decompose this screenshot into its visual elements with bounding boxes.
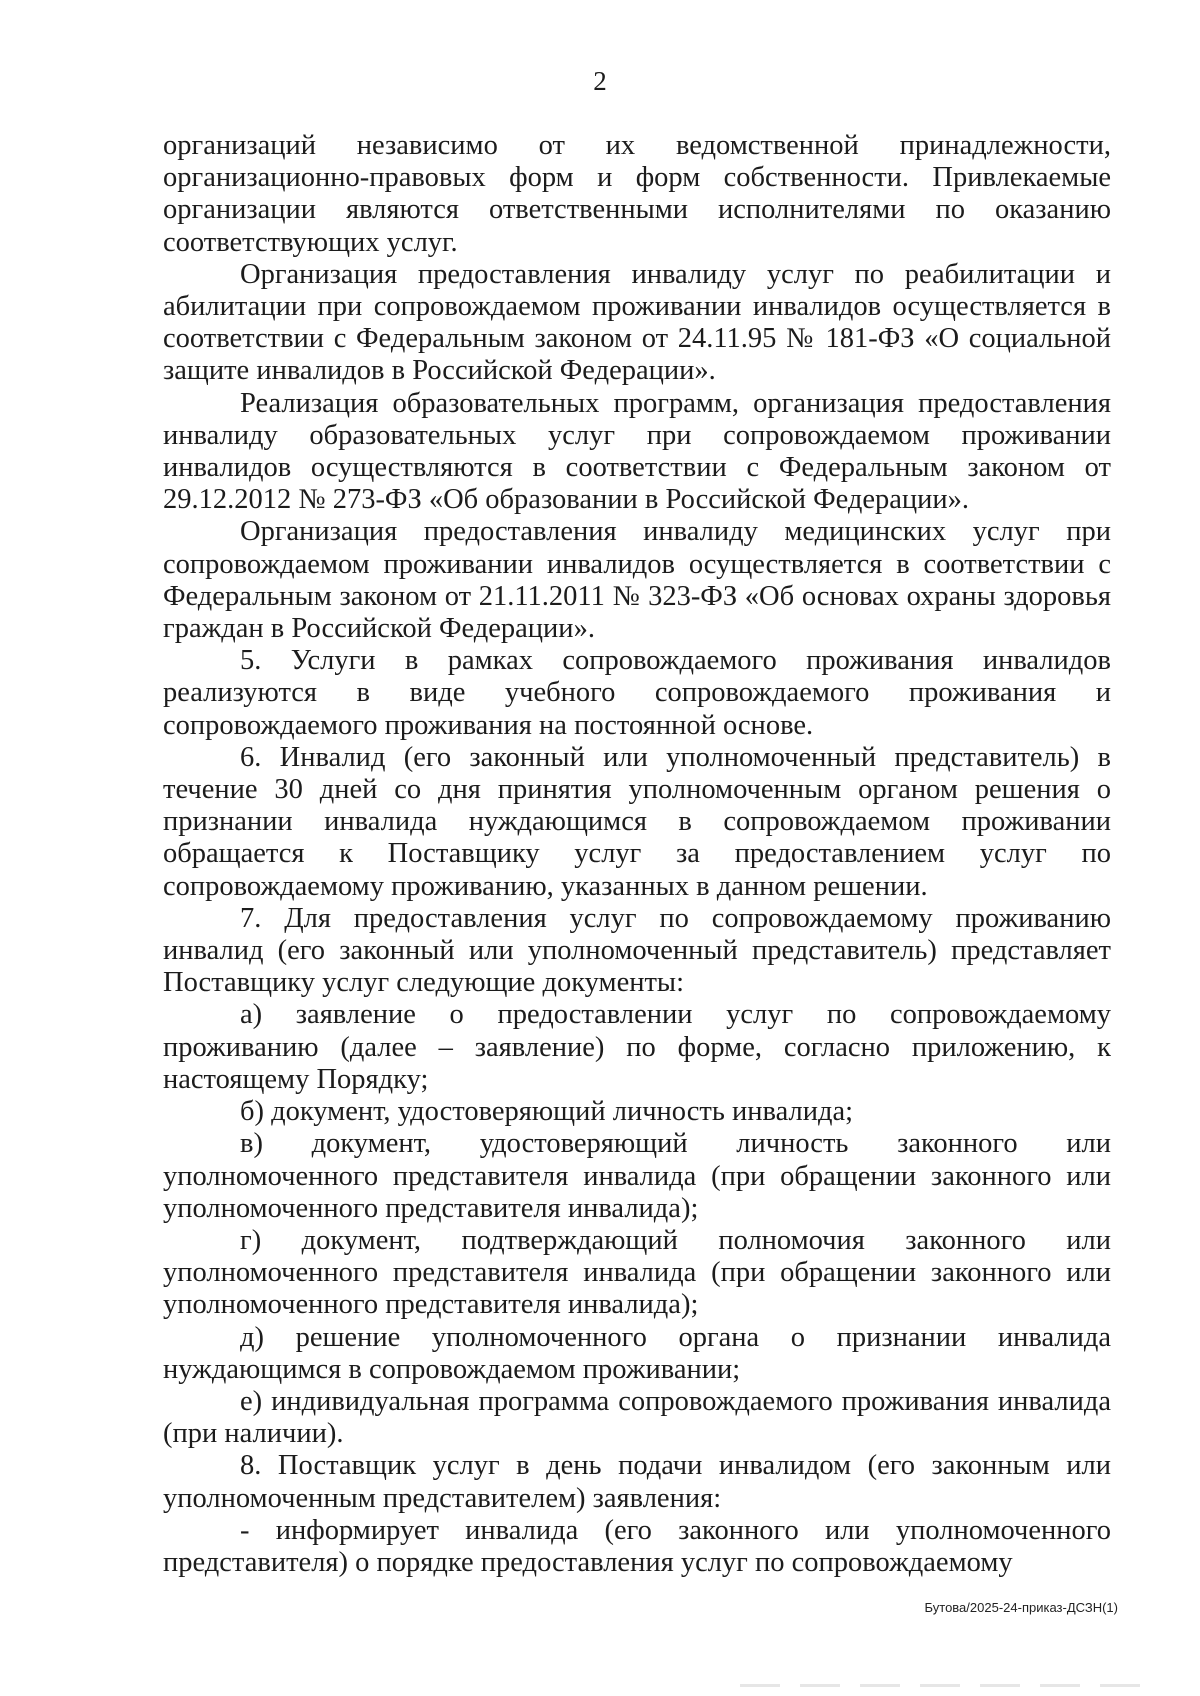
document-footer-stamp: Бутова/2025-24-приказ-ДСЗН(1) bbox=[924, 1600, 1118, 1615]
scan-artifact bbox=[740, 1684, 1160, 1687]
clause-7-item-g: г) документ, подтверждающий полномочия законного или уполномоченного представителя инвалида (при обращении законного или уполномоченного представителя инвалида); bbox=[163, 1224, 1111, 1321]
clause-7-item-b: б) документ, удостоверяющий личность инвалида; bbox=[240, 1096, 854, 1128]
paragraph-education: Реализация образовательных программ, организация предоставления инвалиду образовательных услуг при сопровождаемом проживании инвалидов осуществляются в соответствии с Федеральным законом от 29.12.2012 № 273-ФЗ «Об образовании в Российской Федерации». bbox=[163, 387, 1111, 516]
clause-8: 8. Поставщик услуг в день подачи инвалидом (его законным или уполномоченным представителем) заявления: bbox=[163, 1450, 1111, 1514]
page-number: 2 bbox=[593, 66, 607, 96]
clause-5: 5. Услуги в рамках сопровождаемого проживания инвалидов реализуются в виде учебного сопровождаемого проживания и сопровождаемого проживания на постоянной основе. bbox=[163, 645, 1111, 741]
paragraph-continuation: организаций независимо от их ведомственной принадлежности, организационно-правовых форм и форм собственности. Привлекаемые организации являются ответственными исполнителями по оказанию соответствующих услуг. bbox=[163, 130, 1111, 258]
clause-7-item-a: а) заявление о предоставлении услуг по сопровождаемому проживанию (далее – заявление) по форме, согласно приложению, к настоящему Порядку; bbox=[163, 999, 1111, 1095]
clause-7-item-v: в) документ, удостоверяющий личность законного или уполномоченного представителя инвалида (при обращении законного или уполномоченного представителя инвалида); bbox=[163, 1128, 1111, 1224]
paragraph-medical: Организация предоставления инвалиду медицинских услуг при сопровождаемом проживании инвалидов осуществляется в соответствии с Федеральным законом от 21.11.2011 № 323-ФЗ «Об основах охраны здоровья граждан в Российской Федерации». bbox=[163, 516, 1111, 645]
clause-7-item-e: е) индивидуальная программа сопровождаемого проживания инвалида (при наличии). bbox=[163, 1385, 1111, 1450]
clause-7-item-d: д) решение уполномоченного органа о признании инвалида нуждающимся в сопровождаемом проживании; bbox=[163, 1321, 1111, 1385]
clause-8-bullet: - информирует инвалида (его законного или уполномоченного представителя) о порядке предоставления услуг по сопровождаемому bbox=[163, 1514, 1111, 1578]
clause-6: 6. Инвалид (его законный или уполномоченный представитель) в течение 30 дней со дня принятия уполномоченным органом решения о признании инвалида нуждающимся в сопровождаемом проживании обращается к Поставщику услуг за предоставлением услуг по сопровождаемому проживанию, указанных в данном решении. bbox=[163, 741, 1111, 902]
document-body bbox=[163, 130, 1111, 1579]
clause-7: 7. Для предоставления услуг по сопровождаемому проживанию инвалид (его законный или уполномоченный представитель) представляет Поставщику услуг следующие документы: bbox=[163, 902, 1111, 999]
paragraph-rehabilitation: Организация предоставления инвалиду услуг по реабилитации и абилитации при сопровождаемом проживании инвалидов осуществляется в соответствии с Федеральным законом от 24.11.95 № 181-ФЗ «О социальной защите инвалидов в Российской Федерации». bbox=[163, 258, 1111, 387]
